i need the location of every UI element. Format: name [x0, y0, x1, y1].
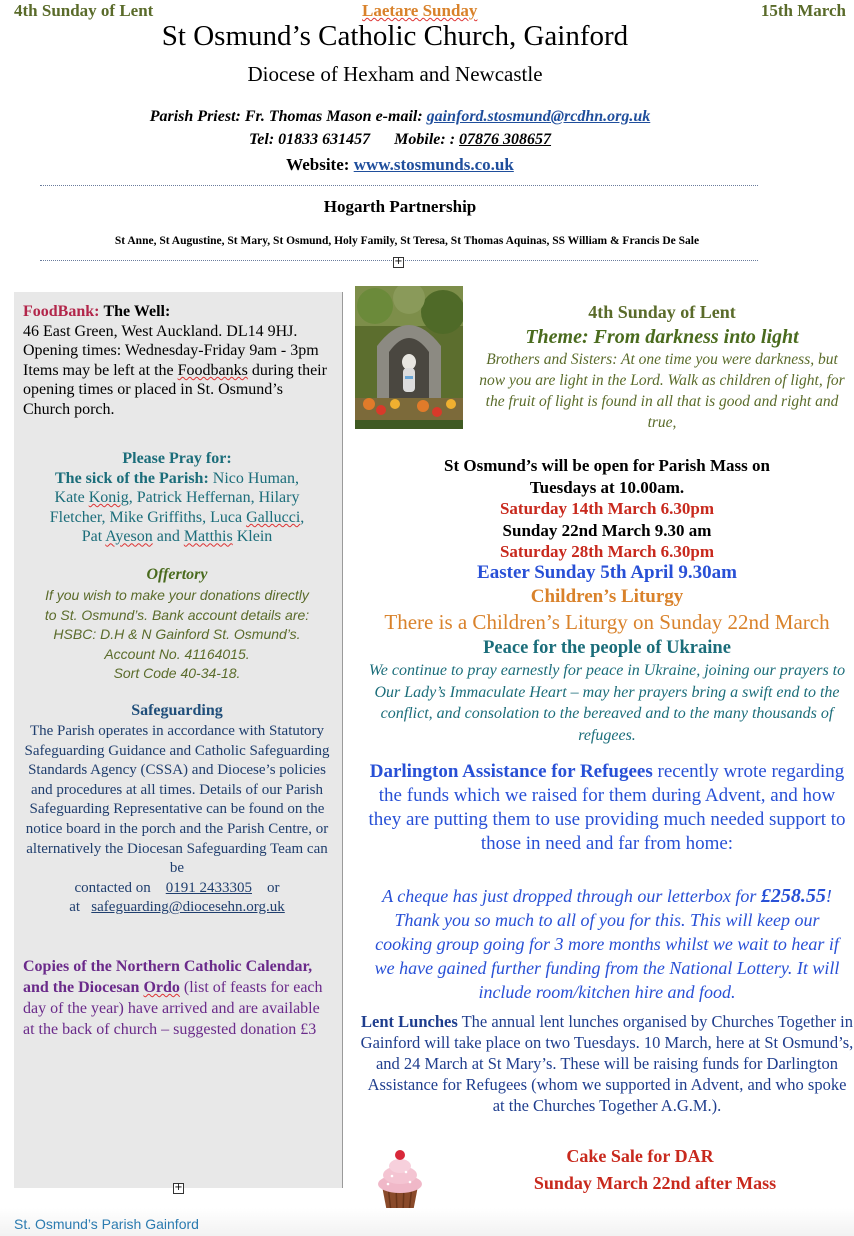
week-label: 4th Sunday of Lent [14, 1, 154, 20]
cheque-notice [364, 884, 850, 1004]
ukraine-heading: Peace for the people of Ukraine [483, 638, 731, 658]
ordo-notice [23, 956, 331, 1040]
mass-intro: St Osmund’s will be open for Parish Mass on [444, 456, 770, 475]
theme-heading: Theme: From darkness into light [525, 326, 799, 348]
laetare-text: Laetare Sunday [362, 1, 478, 20]
email-label: e-mail: [375, 108, 423, 125]
cheque-pre: A cheque has just dropped through our letterbox for [382, 886, 757, 906]
foodbank-details: 46 East Green, West Auckland. DL14 9HJ. Opening times: Wednesday-Friday 9am - 3pm [23, 322, 319, 360]
childrens-liturgy-heading: Children’s Liturgy [530, 586, 684, 607]
sick-names-4a: Pat [81, 528, 103, 546]
diocese-subtitle: Diocese of Hexham and Newcastle [247, 62, 543, 86]
offertory-heading: Offertory [146, 566, 208, 583]
ordo-body: (list of feasts for each day of the year) have arrived and are available at the back of church – suggested donation £3 [23, 979, 323, 1038]
offertory-line: If you wish to make your donations directly [45, 587, 309, 603]
safeguarding-or: or [266, 879, 280, 896]
sick-names-3c: , [300, 508, 305, 526]
offertory-line: Sort Code 40-34-18. [113, 665, 241, 681]
prayer-heading: Please Pray for: [122, 450, 232, 467]
cheque-post: ! Thank you so much to all of you for this. This will keep our cooking group going for 3 more months whilst we wait to hear if we have gained further funding from the National Lottery. It will include room/kitchen hire and food. [374, 886, 840, 1002]
cake-sale-heading: Cake Sale for DAR [566, 1146, 714, 1166]
partnership-heading: Hogarth Partnership [323, 197, 477, 216]
mobile-number[interactable]: 07876 308657 [459, 131, 552, 148]
prayer-section [23, 449, 331, 547]
sick-names-2a: Kate [54, 489, 85, 507]
foodbank-items-post: during their opening times or placed in St. Osmund’s Church porch. [23, 361, 327, 418]
phone-line [0, 131, 800, 149]
parish-list: St Anne, St Augustine, St Mary, St Osmund, Holy Family, St Teresa, St Thomas Aquinas, SS William & Francis De Sale [114, 235, 700, 247]
darlington-heading: Darlington Assistance for Refugees [369, 761, 653, 782]
darlington-notice [364, 760, 850, 856]
lent-lunches-heading: Lent Lunches [361, 1012, 458, 1031]
plus-box-icon[interactable]: + [394, 256, 403, 267]
darlington-body: recently wrote regarding the funds which we raised for them during Advent, and how they are putting them to use providing much needed support to those in need and far from home: [368, 761, 846, 854]
ordo-heading: Copies of the Northern Catholic Calendar, and the Diocesan [23, 958, 313, 996]
mobile-label: Mobile: : [394, 131, 456, 148]
laetare-label [362, 1, 477, 21]
foodbank-section [23, 302, 331, 420]
lent-lunches [360, 1011, 854, 1116]
divider-top [40, 185, 758, 186]
ukraine-body: We continue to pray earnestly for peace in Ukraine, joining our prayers to Our Lady’s Immaculate Heart – may her prayers bring a swift end to the conflict, and consolation to the bereaved and to the many thousands of refugees. [368, 662, 846, 744]
safeguarding-phone[interactable]: 0191 2433305 [165, 879, 252, 896]
date-label: 15th March [760, 1, 846, 20]
safeguarding-body [23, 722, 331, 918]
lent-lunches-body: The annual lent lunches organised by Churches Together in Gainford will take place on two Tuesdays. 10 March, here at St Osmund’s, and 24 March at St Mary’s. These will be raising funds for Darlington Assistance for Refugees (whom we supported in Advent, and who spoke at the Churches Together A.G.M.). [360, 1012, 854, 1115]
mass-saturday-1: Saturday 14th March 6.30pm [499, 499, 715, 518]
cake-sale-date: Sunday March 22nd after Mass [533, 1173, 777, 1193]
foodbank-place: The Well: [103, 303, 171, 320]
safeguarding-contact: contacted on [74, 879, 151, 896]
safeguarding-text: The Parish operates in accordance with Statutory Safeguarding Guidance and Catholic Safeguarding Standards Agency (CSSA) and Diocese’s policies and procedures at all times. Details of our Parish Safeguarding Representative can be found on the notice board in the porch and the Parish Centre, or alternatively the Diocesan Safeguarding Team can be [24, 723, 330, 877]
sick-names-3a: Fletcher, Mike Griffiths, Luca [49, 508, 243, 526]
sick-names-4c: and [156, 528, 180, 546]
scripture-text: Brothers and Sisters: At one time you were darkness, but now you are light in the Lord. Walk as children of light, for the fruit of light is found in all that is good and right and true, [479, 351, 845, 431]
footer-text: St. Osmund’s Parish Gainford [14, 1216, 199, 1232]
priest-line [0, 108, 800, 126]
safeguarding-heading: Safeguarding [131, 702, 223, 719]
mass-tuesdays: Tuesdays at 10.00am. [529, 477, 685, 497]
sick-names-4e: Klein [236, 528, 273, 546]
cupcake-icon [370, 1146, 430, 1214]
foodbank-items-pre: Items may be left at the [23, 361, 174, 379]
sick-names-2c: , Patrick Heffernan, Hilary [128, 489, 300, 507]
website-line [0, 155, 800, 175]
website-link[interactable]: www.stosmunds.co.uk [353, 155, 514, 174]
cheque-amount: £258.55 [760, 885, 826, 907]
sick-names-1: Nico Human, [212, 469, 299, 487]
offertory-line: HSBC: D.H & N Gainford St. Osmund’s. [53, 626, 301, 642]
priest-label: Parish Priest: Fr. Thomas Mason [149, 108, 372, 125]
safeguarding-at: at [69, 899, 81, 916]
easter-mass: Easter Sunday 5th April 9.30am [477, 562, 737, 583]
plus-box-icon[interactable]: + [174, 1182, 183, 1193]
sick-names-4d: Matthis [183, 528, 233, 546]
telephone: Tel: 01833 631457 [248, 131, 371, 148]
page-title: St Osmund’s Catholic Church, Gainford [161, 20, 629, 52]
sick-label: The sick of the Parish: [55, 469, 209, 487]
sick-names-3b: Gallucci [246, 508, 301, 526]
foodbank-items-word: Foodbanks [177, 361, 248, 379]
sick-names-2b: Konig [88, 489, 129, 507]
offertory-body [23, 586, 331, 684]
left-column [14, 292, 343, 1188]
offertory-line: Account No. 41164015. [104, 645, 250, 662]
safeguarding-email[interactable]: safeguarding@diocesehn.org.uk [91, 899, 285, 916]
mass-sunday: Sunday 22nd March 9.30 am [502, 520, 712, 540]
lent-heading: 4th Sunday of Lent [588, 302, 736, 322]
mass-saturday-2: Saturday 28th March 6.30pm [499, 542, 715, 561]
grotto-photo-icon [355, 286, 463, 429]
email-link[interactable]: gainford.stosmund@rcdhn.org.uk [426, 108, 651, 125]
website-label: Website: [286, 155, 350, 174]
mass-schedule [360, 455, 854, 563]
foodbank-label: FoodBank: [23, 303, 100, 320]
childrens-liturgy-line: There is a Children’s Liturgy on Sunday 22nd March [384, 610, 830, 634]
sick-names-4b: Ayeson [105, 528, 153, 546]
offertory-line: to St. Osmund’s. Bank account details are: [44, 606, 310, 623]
ordo-word: Ordo [143, 979, 180, 996]
